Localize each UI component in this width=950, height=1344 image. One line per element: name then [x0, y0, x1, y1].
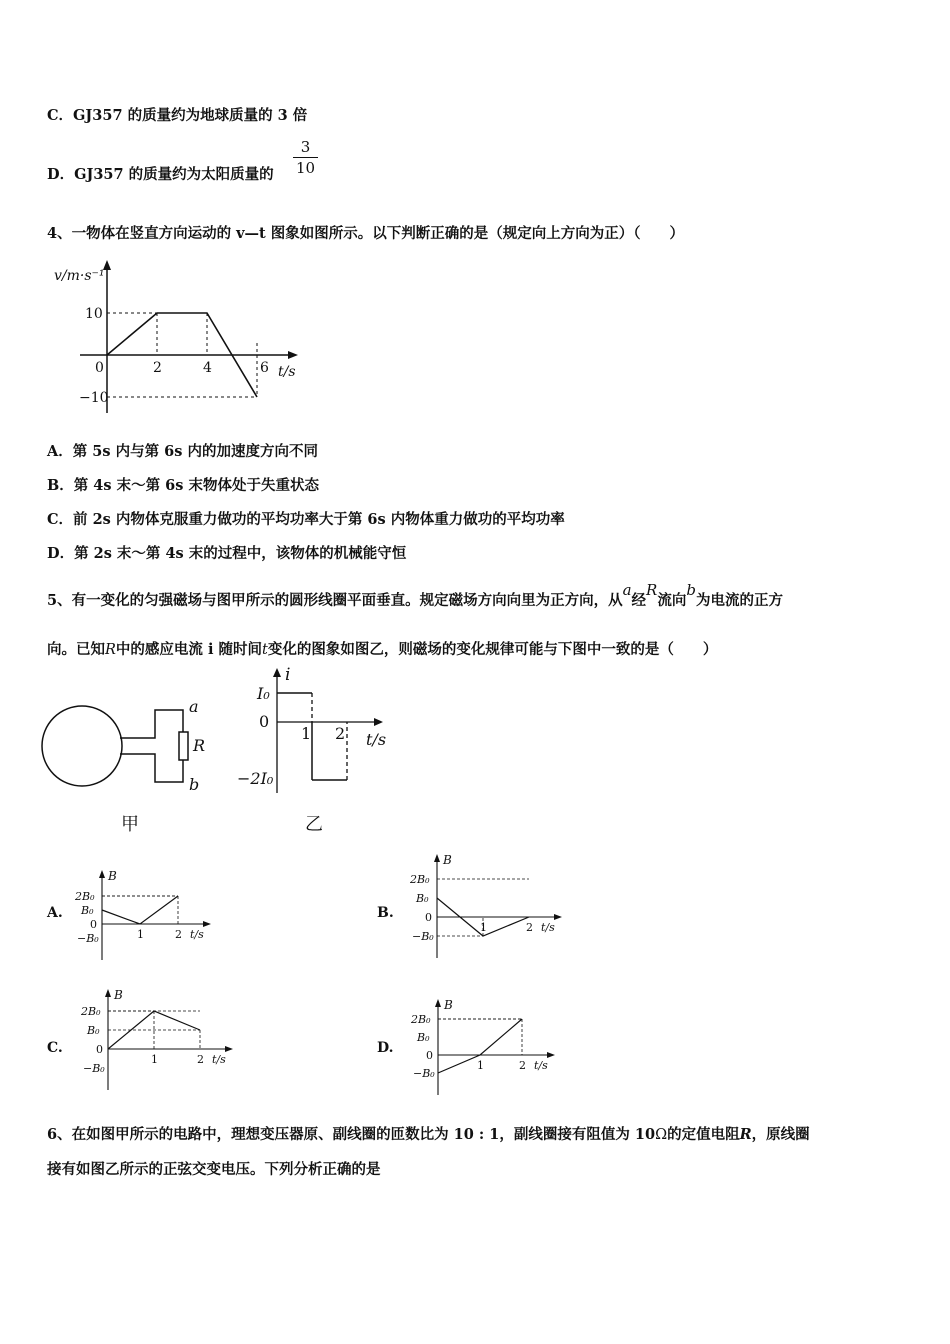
vt-y-label: v/m·s⁻¹: [54, 268, 105, 284]
it-tick-y-I0: I₀: [257, 684, 270, 703]
q6-line2: 接有如图乙所示的正弦交变电压。下列分析正确的是: [47, 1161, 381, 1178]
vt-tick-y-10: 10: [85, 306, 103, 322]
it-tick-x-1: 1: [301, 724, 312, 743]
it-tick-y-0: 0: [259, 712, 270, 731]
choice-c-tick-0: 0: [96, 1043, 103, 1056]
fraction-3-10: [293, 138, 318, 177]
choice-d-tick-b0: B₀: [417, 1031, 430, 1044]
choice-b-tick-x-1: 1: [480, 921, 487, 934]
vt-graph: [40, 258, 310, 418]
choice-c-y-label: B: [114, 988, 123, 1002]
q4-option-c: C．前 2s 内物体克服重力做功的平均功率大于第 6s 内物体重力做功的平均功率: [47, 511, 565, 528]
q4-option-a: A．第 5s 内与第 6s 内的加速度方向不同: [47, 443, 318, 460]
q5-line2-part-a: 向。已知: [47, 641, 105, 658]
fraction-denominator: 10: [296, 159, 316, 177]
label-a: a: [189, 697, 199, 716]
choice-a-x-arrow: [203, 921, 211, 927]
choice-a-tick-x-1: 1: [137, 928, 144, 941]
choice-b-y-label: B: [443, 853, 452, 867]
label-R: R: [193, 736, 206, 755]
vt-tick-y-neg10: −10: [79, 390, 109, 406]
choice-a-tick-2b0: 2B₀: [75, 890, 95, 903]
choice-c-x-arrow: [225, 1046, 233, 1052]
q6-line1: [47, 1123, 810, 1144]
choice-c-tick-x-1: 1: [151, 1053, 158, 1066]
choice-b-graph: [405, 850, 570, 965]
coil-circle: [42, 706, 122, 786]
it-x-label: t/s: [366, 730, 387, 749]
it-dynamic-layer: [237, 684, 347, 788]
q5-stem-part-c: 流向: [657, 592, 687, 609]
q6-symbol-R: R: [739, 1126, 752, 1143]
choice-d-tick-neg-b0: −B₀: [413, 1067, 435, 1080]
choice-b-tick-neg-b0: −B₀: [412, 930, 434, 943]
choice-a-tick-x-2: 2: [175, 928, 182, 941]
choice-b-x-arrow: [554, 914, 562, 920]
choice-d-y-arrow: [435, 999, 441, 1007]
choice-d-y-label: B: [444, 998, 453, 1012]
it-x-arrow: [374, 718, 383, 726]
figure-yi-it-graph: [235, 665, 405, 800]
q5-symbol-a: a: [622, 581, 632, 599]
vt-tick-x-6: 6: [260, 360, 269, 376]
choice-d-x-label: t/s: [534, 1059, 548, 1072]
caption-yi: 乙: [305, 814, 323, 835]
choice-a-tick-neg-b0: −B₀: [77, 932, 99, 945]
q6-omega-symbol: Ω: [655, 1127, 668, 1143]
q5-line2-part-b: 中的感应电流 i 随时间: [115, 641, 263, 658]
vt-x-label: t/s: [278, 364, 296, 380]
figure-jia-coil: [40, 690, 220, 800]
choice-a-series-line: [102, 896, 178, 924]
choice-b-label: B.: [377, 905, 394, 921]
choice-d-graph: [405, 995, 555, 1095]
q5-stem-part-d: 为电流的正方: [695, 592, 783, 609]
q6-line1-part-c: ，原线圈: [751, 1126, 810, 1143]
choice-d-tick-2b0: 2B₀: [411, 1013, 431, 1026]
q6-line1-part-b: 的定值电阻: [667, 1126, 740, 1143]
it-tick-y-neg2I0: −2I₀: [237, 769, 274, 788]
it-y-label: i: [285, 665, 291, 685]
q5-stem-line2: [47, 638, 717, 659]
it-y-arrow: [273, 668, 281, 677]
q5-line2-symbol-t: t: [262, 642, 268, 658]
it-tick-x-2: 2: [335, 724, 346, 743]
fraction-numerator: 3: [300, 138, 311, 156]
choice-a-label: A.: [47, 905, 63, 921]
q5-symbol-R: R: [646, 581, 658, 599]
coil-lead-upper: [120, 710, 183, 738]
vt-tick-x-2: 2: [153, 360, 162, 376]
choice-d-tick-0: 0: [426, 1049, 433, 1062]
q5-stem-part-a: 5、有一变化的匀强磁场与图甲所示的圆形线圈平面垂直。规定磁场方向向里为正方向，从: [47, 592, 623, 609]
choice-c-x-label: t/s: [212, 1053, 226, 1066]
choice-d-tick-x-2: 2: [519, 1059, 526, 1072]
choice-a-tick-b0: B₀: [81, 904, 94, 917]
choice-d-label: D.: [377, 1040, 394, 1056]
choice-b-tick-x-2: 2: [526, 921, 533, 934]
choice-b-x-label: t/s: [541, 921, 555, 934]
vt-tick-x-4: 4: [203, 360, 212, 376]
choice-c-tick-b0: B₀: [87, 1024, 100, 1037]
resistor: [179, 732, 188, 760]
q4-option-b: B．第 4s 末～第 6s 末物体处于失重状态: [47, 477, 319, 494]
choice-a-y-label: B: [108, 869, 117, 883]
q5-symbol-b: b: [686, 581, 696, 599]
choice-b-tick-0: 0: [425, 911, 432, 924]
coil-lead-lower: [120, 754, 183, 782]
vt-tick-x-0: 0: [95, 360, 104, 376]
q3-option-d-text: D．GJ357 的质量约为太阳质量的: [47, 166, 274, 183]
choice-a-graph: [75, 862, 215, 962]
choice-c-tick-neg-b0: −B₀: [83, 1062, 105, 1075]
choice-c-y-arrow: [105, 989, 111, 997]
q4-option-d: D．第 2s 末～第 4s 末的过程中，该物体的机械能守恒: [47, 545, 407, 562]
choice-a-y-arrow: [99, 870, 105, 878]
q5-stem-part-b: 经: [631, 592, 647, 609]
q5-line2-part-c: 变化的图象如图乙，则磁场的变化规律可能与下图中一致的是（ ）: [267, 641, 718, 658]
q6-line1-part-a: 6、在如图甲所示的电路中，理想变压器原、副线圈的匝数比为 10 : 1，副线圈接有阻值为 10: [47, 1126, 656, 1143]
caption-jia: 甲: [121, 814, 139, 835]
q3-option-c: C．GJ357 的质量约为地球质量的 3 倍: [47, 107, 308, 124]
choice-d-x-arrow: [547, 1052, 555, 1058]
label-b: b: [189, 775, 200, 794]
choice-b-y-arrow: [434, 854, 440, 862]
vt-x-arrow: [288, 351, 298, 359]
fraction-bar: [293, 157, 318, 158]
choice-c-tick-2b0: 2B₀: [81, 1005, 101, 1018]
choice-d-tick-x-1: 1: [477, 1059, 484, 1072]
choice-b-tick-2b0: 2B₀: [410, 873, 430, 886]
choice-c-tick-x-2: 2: [197, 1053, 204, 1066]
q4-stem: 4、一物体在竖直方向运动的 v—t 图象如图所示。以下判断正确的是（规定向上方向为正）（ ）: [47, 225, 685, 242]
choice-c-graph: [75, 985, 240, 1097]
q5-line2-symbol-R: R: [105, 642, 116, 658]
choice-c-label: C.: [47, 1040, 63, 1056]
choice-a-x-label: t/s: [190, 928, 204, 941]
q3-option-d: [47, 163, 274, 184]
choice-a-tick-0: 0: [90, 918, 97, 931]
choice-b-tick-b0: B₀: [416, 892, 429, 905]
q5-stem-line1: [47, 581, 783, 610]
